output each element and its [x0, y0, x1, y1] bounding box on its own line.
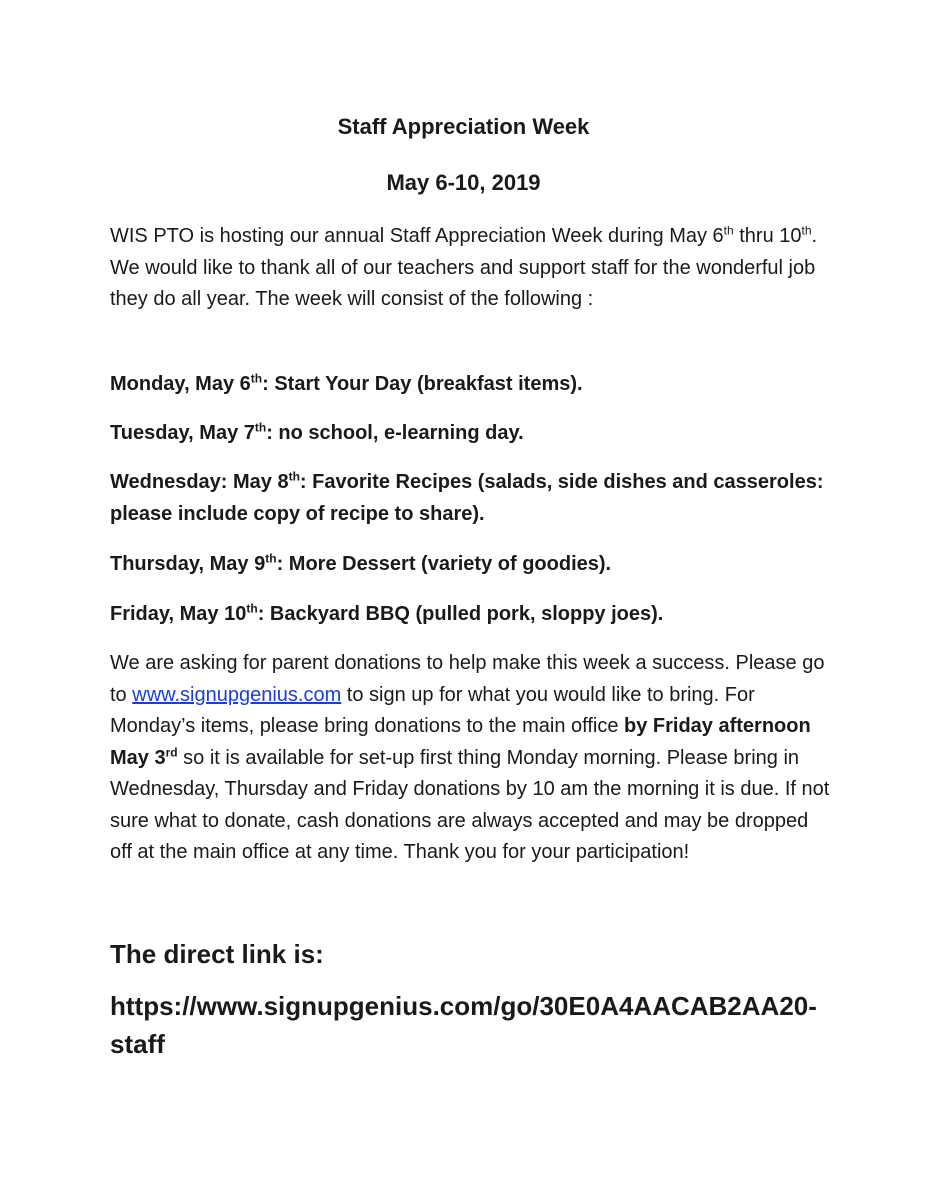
superscript: th	[801, 223, 812, 238]
superscript: rd	[165, 744, 178, 759]
schedule-day: Wednesday: May 8	[110, 471, 289, 493]
superscript: th	[254, 420, 267, 435]
page-title: Staff Appreciation Week	[337, 114, 590, 139]
schedule-theme: : More Dessert (variety of goodies).	[276, 553, 612, 575]
intro-text: thru 10	[733, 225, 802, 247]
schedule-day: Tuesday, May 7	[110, 422, 255, 444]
donation-paragraph	[110, 648, 830, 869]
schedule-day: Thursday, May 9	[110, 553, 266, 575]
superscript: th	[246, 601, 258, 616]
donation-text: to sign up for what you would like to bring. For Monday’s items, please bring donations to the main office	[110, 683, 755, 737]
direct-link-label: The direct link is:	[110, 939, 324, 969]
schedule-day: Monday, May 6	[110, 373, 251, 395]
deadline-text: by Friday afternoon May 3	[110, 715, 811, 769]
schedule-thursday	[110, 549, 830, 581]
schedule-monday	[110, 369, 830, 401]
schedule-theme: : Favorite Recipes (salads, side dishes and casseroles: please include copy of recipe to share).	[110, 471, 824, 525]
schedule-theme: : Start Your Day (breakfast items).	[262, 373, 583, 395]
event-dates: May 6-10, 2019	[386, 170, 541, 195]
superscript: th	[723, 223, 734, 238]
intro-paragraph	[110, 221, 830, 316]
schedule-day: Friday, May 10	[110, 603, 247, 625]
superscript: th	[265, 551, 277, 566]
intro-text: . We would like to thank all of our teachers and support staff for the wonderful job they do all year. The week will consist of the following :	[110, 225, 818, 310]
schedule-wednesday	[110, 467, 830, 530]
superscript: th	[250, 371, 263, 386]
schedule-friday	[110, 599, 830, 631]
schedule-theme: : no school, e-learning day.	[266, 422, 524, 444]
schedule-theme: : Backyard BBQ (pulled pork, sloppy joes).	[257, 603, 664, 625]
signupgenius-link[interactable]: www.signupgenius.com	[132, 683, 342, 706]
donation-text: so it is available for set-up first thing Monday morning. Please bring in Wednesday, Thursday and Friday donations by 10 am the morning it is due. If not sure what to donate, cash donations are always accepted and may be dropped off at the main office at any time. Thank you for your participation!	[110, 746, 830, 863]
superscript: th	[288, 469, 300, 484]
schedule-tuesday	[110, 418, 830, 450]
donation-text: We are asking for parent donations to help make this week a success. Please go to	[110, 652, 825, 706]
intro-text: WIS PTO is hosting our annual Staff Appreciation Week during May 6	[110, 225, 724, 247]
direct-link-url: https://www.signupgenius.com/go/30E0A4AACAB2AA20-staff	[110, 991, 817, 1059]
